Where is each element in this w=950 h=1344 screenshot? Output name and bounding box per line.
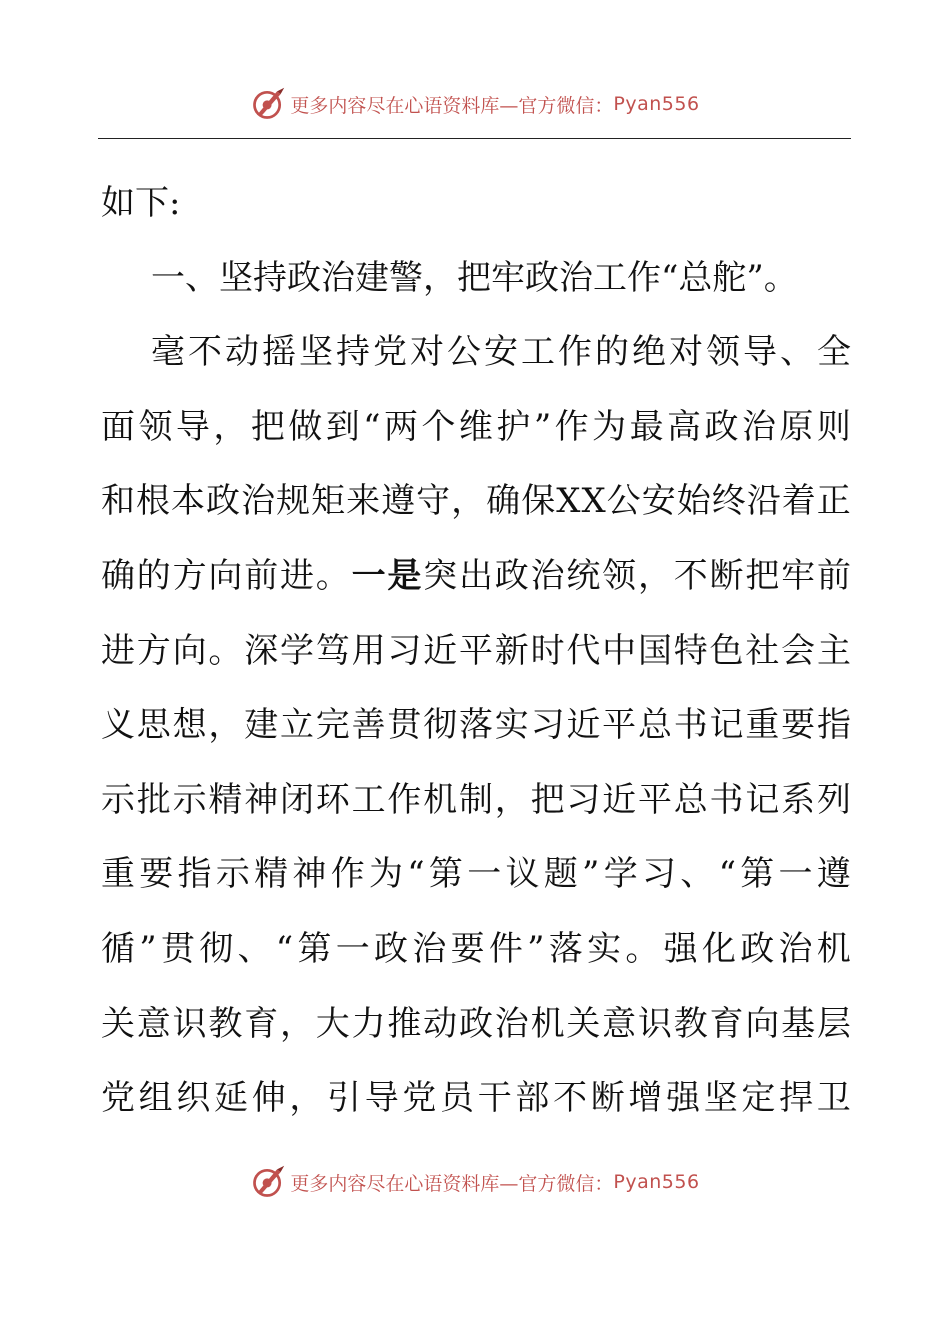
text-line: 面 领 导 ， 把 做 到 “ 两 个 维 护 ” 作 为 最 高 政 治 原 则 xyxy=(101,406,851,447)
section-heading: 一 、 坚 持 政 治 建 警 ， 把 牢 政 治 工 作 “ 总 舵 ” 。 xyxy=(151,257,798,298)
text-line: 党 组 织 延 伸 ， 引 导 党 员 干 部 不 断 增 强 坚 定 捍 卫 xyxy=(101,1078,851,1119)
header-site-text: 更多内容尽在心语资料库—官方微信： xyxy=(290,94,614,117)
text-line: 和 根 本 政 治 规 矩 来 遵 守 ， 确 保 X X 公 安 始 终 沿 着 正 xyxy=(101,481,851,522)
text-line: 关 意 识 教 育 ， 大 力 推 动 政 治 机 关 意 识 教 育 向 基 层 xyxy=(101,1003,851,1044)
quill-pen-logo-icon xyxy=(250,1164,286,1200)
header-banner xyxy=(0,84,950,124)
text-line: 示 批 示 精 神 闭 环 工 作 机 制 ， 把 习 近 平 总 书 记 系 列 xyxy=(101,779,851,820)
text-line: 进 方 向 。 深 学 笃 用 习 近 平 新 时 代 中 国 特 色 社 会 主 xyxy=(101,630,851,671)
header-wechat-id: Pyan556 xyxy=(613,93,700,115)
header-divider xyxy=(98,138,851,139)
footer-site-text: 更多内容尽在心语资料库—官方微信： xyxy=(290,1172,614,1195)
footer-banner xyxy=(0,1162,950,1202)
text-line: 循 ” 贯 彻 、 “ 第 一 政 治 要 件 ” 落 实 。 强 化 政 治 机 xyxy=(101,928,851,969)
text-line: 义 思 想 ， 建 立 完 善 贯 彻 落 实 习 近 平 总 书 记 重 要 指 xyxy=(101,705,851,746)
text-line: 确 的 方 向 前 进 。 一 是 突 出 政 治 统 领 ， 不 断 把 牢 前 xyxy=(101,555,851,596)
footer-wechat-id: Pyan556 xyxy=(613,1171,700,1193)
document-body xyxy=(101,166,851,1136)
text-line: 毫 不 动 摇 坚 持 党 对 公 安 工 作 的 绝 对 领 导 、 全 xyxy=(151,332,851,373)
quill-pen-logo-icon xyxy=(250,86,286,122)
text-line: 如 下 : xyxy=(101,183,181,223)
text-line: 重 要 指 示 精 神 作 为 “ 第 一 议 题 ” 学 习 、 “ 第 一 遵 xyxy=(101,854,851,895)
